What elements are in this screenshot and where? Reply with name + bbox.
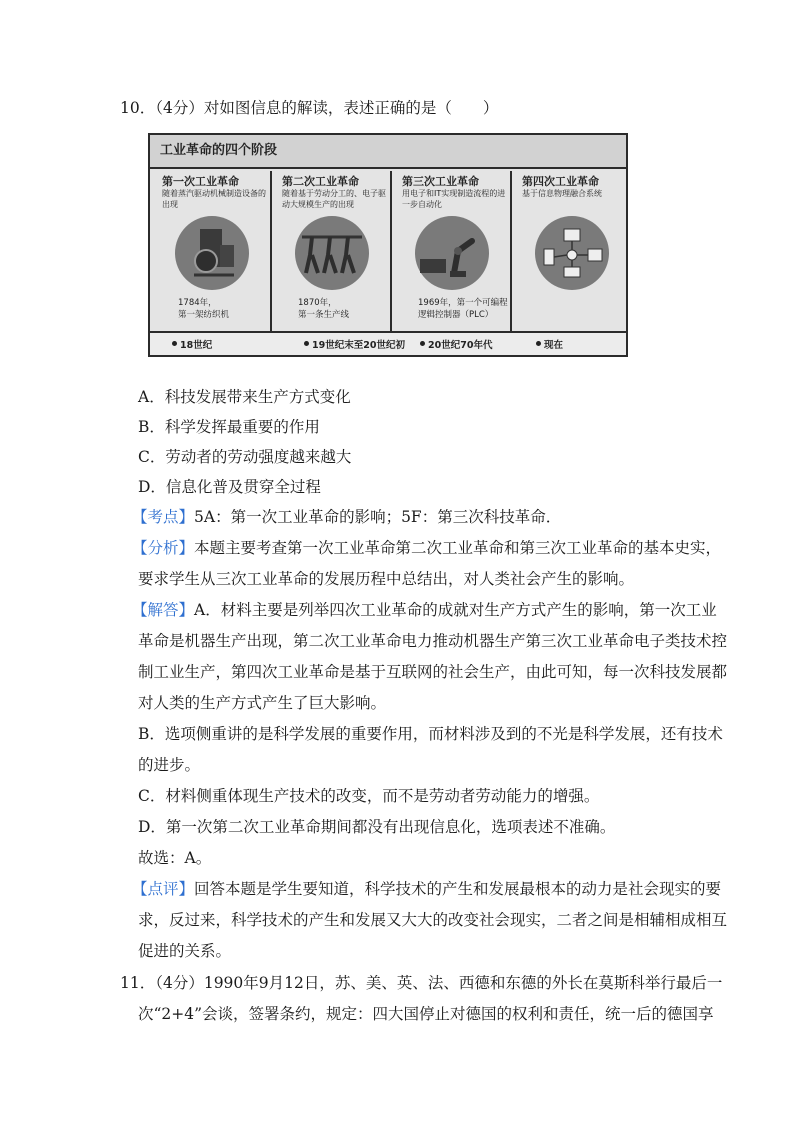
dianping-line: 求，反过来，科学技术的产生和发展又大大的改变社会现实，二者之间是相辅相成相互 bbox=[138, 911, 728, 929]
panel-first-revolution bbox=[156, 171, 268, 319]
jieda-line: 对人类的生产方式产生了巨大影响。 bbox=[138, 694, 387, 712]
kaodian-section bbox=[132, 507, 561, 527]
jieda-line: 的进步。 bbox=[138, 756, 201, 774]
figure-title: 工业革命的四个阶段 bbox=[150, 135, 626, 169]
panel-description: 随着基于劳动分工的、电子驱动大规模生产的出现 bbox=[282, 189, 386, 209]
dianping-section bbox=[132, 879, 721, 899]
timeline-label: 19世纪末至20世纪初 bbox=[312, 340, 405, 351]
jieda-section bbox=[132, 600, 717, 620]
panel-description: 用电子和IT实现制造流程的进一步自动化 bbox=[402, 189, 506, 209]
panel-description: 基于信息物理融合系统 bbox=[522, 189, 602, 198]
fenxi-line: 要求学生从三次工业革命的发展历程中总结出，对人类社会产生的影响。 bbox=[138, 570, 635, 588]
jieda-line: 制工业生产，第四次工业革命是基于互联网的社会生产，由此可知，每一次科技发展都 bbox=[138, 663, 728, 681]
question-11-stem-continued: 次“2+4”会谈，签署条约，规定：四大国停止对德国的权利和责任，统一后的德国享 bbox=[138, 1005, 714, 1023]
option-a: A．科技发展带来生产方式变化 bbox=[138, 388, 351, 406]
timeline-label: 现在 bbox=[544, 340, 564, 351]
panel-third-revolution bbox=[396, 171, 508, 319]
dianping-tag: 【点评】 bbox=[132, 880, 195, 898]
jieda-line: C．材料侧重体现生产技术的改变，而不是劳动者劳动能力的增强。 bbox=[138, 787, 600, 805]
industrial-revolution-figure bbox=[148, 133, 628, 357]
timeline-label: 18世纪 bbox=[180, 340, 213, 351]
fenxi-tag: 【分析】 bbox=[132, 539, 195, 557]
option-d: D．信息化普及贯穿全过程 bbox=[138, 478, 321, 496]
production-line-icon bbox=[294, 215, 370, 291]
panel-date: 1784年， 第一架纺织机 bbox=[178, 298, 230, 320]
question-10-stem: 10．（4分）对如图信息的解读，表述正确的是（ ） bbox=[120, 99, 499, 117]
timeline-label: 20世纪70年代 bbox=[428, 340, 493, 351]
timeline-dot bbox=[420, 341, 425, 346]
timeline-bar bbox=[150, 331, 626, 355]
dianping-line: 回答本题是学生要知道，科学技术的产生和发展最根本的动力是社会现实的要 bbox=[194, 880, 722, 898]
timeline-dot bbox=[172, 341, 177, 346]
panel-fourth-revolution bbox=[516, 171, 628, 319]
timeline-dot bbox=[304, 341, 309, 346]
panel-title: 第一次工业革命 bbox=[162, 175, 239, 188]
panel-description: 随着蒸汽驱动机械制造设备的出现 bbox=[162, 189, 266, 209]
panel-divider bbox=[510, 171, 512, 331]
jieda-tag: 【解答】 bbox=[132, 601, 195, 619]
panel-title: 第四次工业革命 bbox=[522, 175, 599, 188]
panel-title: 第三次工业革命 bbox=[402, 175, 479, 188]
timeline-dot bbox=[536, 341, 541, 346]
fenxi-line: 本题主要考查第一次工业革命第二次工业革命和第三次工业革命的基本史实， bbox=[194, 539, 722, 557]
panel-divider bbox=[270, 171, 272, 331]
option-c: C．劳动者的劳动强度越来越大 bbox=[138, 448, 352, 466]
panel-divider bbox=[390, 171, 392, 331]
kaodian-text: 5A：第一次工业革命的影响；5F：第三次科技革命． bbox=[194, 508, 562, 526]
fenxi-section bbox=[132, 538, 721, 558]
dianping-line: 促进的关系。 bbox=[138, 942, 232, 960]
jieda-line: 革命是机器生产出现，第二次工业革命电力推动机器生产第三次工业革命电子类技术控 bbox=[138, 632, 728, 650]
kaodian-tag: 【考点】 bbox=[132, 508, 195, 526]
panel-date: 1870年， 第一条生产线 bbox=[298, 298, 350, 320]
jieda-line: B．选项侧重讲的是科学发展的重要作用，而材料涉及到的不光是科学发展，还有技术 bbox=[138, 725, 723, 743]
jieda-line: A．材料主要是列举四次工业革命的成就对生产方式产生的影响，第一次工业 bbox=[194, 601, 717, 619]
option-b: B．科学发挥最重要的作用 bbox=[138, 418, 320, 436]
loom-icon bbox=[174, 215, 250, 291]
panel-title: 第二次工业革命 bbox=[282, 175, 359, 188]
network-devices-icon bbox=[534, 215, 610, 291]
jieda-line: D．第一次第二次工业革命期间都没有出现信息化，选项表述不准确。 bbox=[138, 818, 616, 836]
panel-date: 1969年，第一个可编程 逻辑控制器（PLC） bbox=[418, 298, 508, 320]
question-11-stem: 11．（4分）1990年9月12日，苏、美、英、法、西德和东德的外长在莫斯科举行最后一 bbox=[120, 974, 723, 992]
robot-arm-icon bbox=[414, 215, 490, 291]
panel-second-revolution bbox=[276, 171, 388, 319]
answer-line: 故选：A。 bbox=[138, 849, 212, 867]
